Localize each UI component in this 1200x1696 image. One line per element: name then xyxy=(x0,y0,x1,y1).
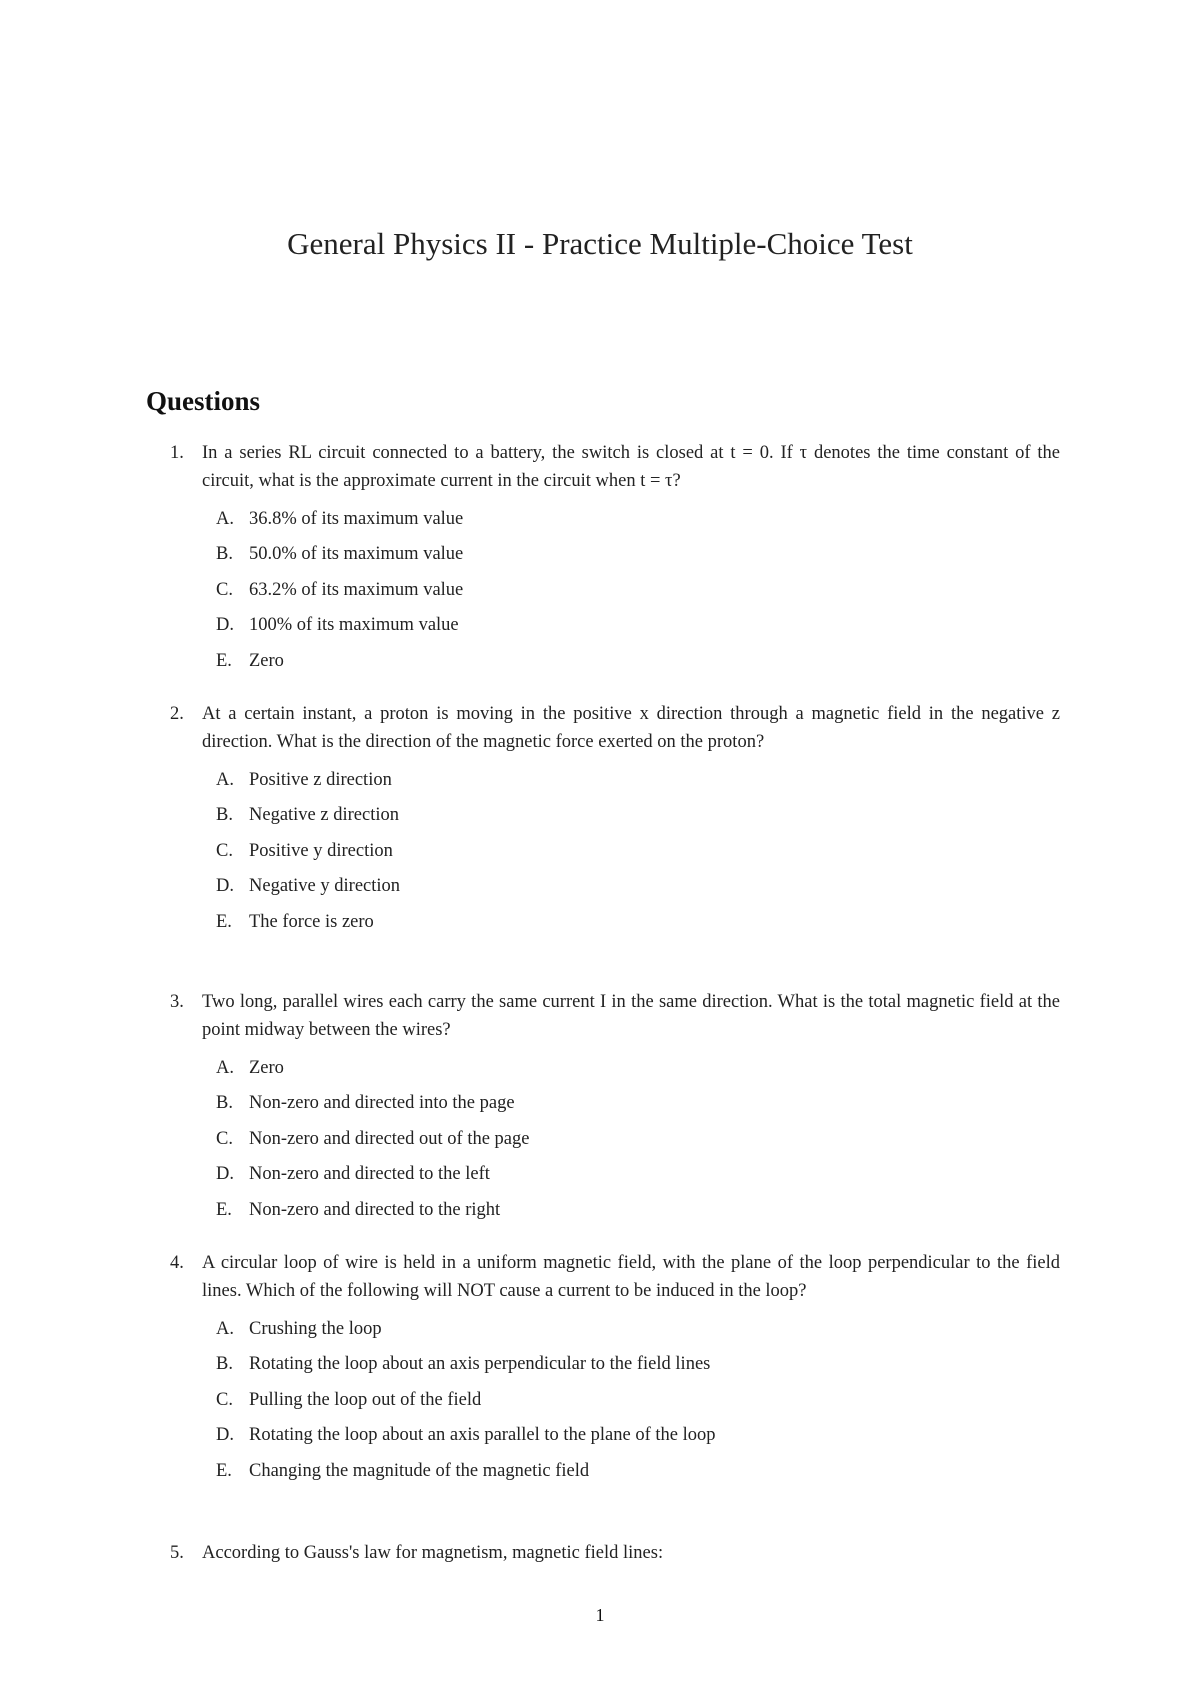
answer-option xyxy=(170,1387,1060,1422)
option-text: Rotating the loop about an axis perpendicular to the field lines xyxy=(249,1354,711,1375)
option-text: Positive z direction xyxy=(249,770,392,790)
question-number: 5. xyxy=(170,1543,184,1563)
option-text: The force is zero xyxy=(249,911,374,932)
answer-option xyxy=(170,1090,1060,1125)
option-text: Non-zero and directed to the right xyxy=(249,1199,501,1220)
option-letter: D. xyxy=(216,876,234,897)
option-text: Zero xyxy=(249,650,284,671)
option-letter: C. xyxy=(216,579,233,600)
option-letter: A. xyxy=(216,770,234,790)
option-letter: B. xyxy=(216,544,233,565)
answer-option xyxy=(170,1458,1060,1493)
question-text: A circular loop of wire is held in a uniform magnetic field, with the plane of the loop perpendicular to the field lines. Which of the following will NOT cause a current to be induced in the loop? xyxy=(202,1253,1060,1301)
option-letter: E. xyxy=(216,650,232,671)
option-text: Rotating the loop about an axis parallel to the plane of the loop xyxy=(249,1425,716,1446)
option-text: Zero xyxy=(249,1058,284,1078)
answer-option xyxy=(170,1161,1060,1196)
document-title: General Physics II - Practice Multiple-Choice Test xyxy=(287,226,913,261)
answer-option xyxy=(170,506,1060,541)
option-letter: A. xyxy=(216,1319,234,1339)
option-letter: A. xyxy=(216,1058,234,1078)
option-letter: E. xyxy=(216,911,232,932)
question-text: Two long, parallel wires each carry the same current I in the same direction. What is the total magnetic field at the point midway between the wires? xyxy=(202,992,1060,1040)
answer-option xyxy=(170,648,1060,683)
answer-options xyxy=(170,1055,1060,1232)
option-letter: B. xyxy=(216,1093,233,1114)
option-letter: B. xyxy=(216,1354,233,1375)
answer-option xyxy=(170,873,1060,908)
question-text: At a certain instant, a proton is moving in the positive x direction through a magnetic field in the negative z direction. What is the direction of the magnetic force exerted on the proton? xyxy=(202,704,1060,752)
answer-option xyxy=(170,541,1060,576)
question-text: According to Gauss's law for magnetism, magnetic field lines: xyxy=(202,1543,664,1563)
option-text: Changing the magnitude of the magnetic field xyxy=(249,1460,590,1481)
option-letter: D. xyxy=(216,1164,234,1185)
answer-option xyxy=(170,838,1060,873)
question-text: In a series RL circuit connected to a battery, the switch is closed at t = 0. If τ denotes the time constant of the circuit, what is the approximate current in the circuit when t = τ? xyxy=(202,443,1060,491)
option-text: 50.0% of its maximum value xyxy=(249,544,464,565)
option-text: Positive y direction xyxy=(249,840,393,861)
question-4 xyxy=(170,1250,1060,1493)
option-letter: D. xyxy=(216,1425,234,1446)
answer-option xyxy=(170,1197,1060,1232)
answer-option xyxy=(170,1316,1060,1351)
question-2 xyxy=(170,701,1060,944)
option-letter: C. xyxy=(216,1128,233,1149)
option-letter: C. xyxy=(216,840,233,861)
question-number: 4. xyxy=(170,1253,184,1273)
section-heading: Questions xyxy=(146,386,261,416)
question-5 xyxy=(170,1540,1060,1568)
answer-options xyxy=(170,1316,1060,1493)
option-text: Pulling the loop out of the field xyxy=(249,1389,482,1410)
answer-option xyxy=(170,802,1060,837)
answer-option xyxy=(170,577,1060,612)
page-number: 1 xyxy=(595,1605,605,1625)
option-text: Negative y direction xyxy=(249,876,401,897)
option-letter: B. xyxy=(216,805,233,826)
answer-option xyxy=(170,1351,1060,1386)
question-number: 3. xyxy=(170,992,184,1012)
question-3 xyxy=(170,989,1060,1232)
answer-option xyxy=(170,612,1060,647)
answer-option xyxy=(170,1055,1060,1090)
option-letter: D. xyxy=(216,615,234,636)
answer-option xyxy=(170,1422,1060,1457)
answer-options xyxy=(170,767,1060,944)
option-text: Negative z direction xyxy=(249,805,399,826)
option-text: 100% of its maximum value xyxy=(249,615,459,636)
answer-option xyxy=(170,909,1060,944)
option-text: Non-zero and directed out of the page xyxy=(249,1128,530,1149)
answer-option xyxy=(170,767,1060,802)
question-1 xyxy=(170,440,1060,683)
answer-option xyxy=(170,1126,1060,1161)
option-letter: C. xyxy=(216,1389,233,1410)
answer-options xyxy=(170,506,1060,683)
option-text: Non-zero and directed into the page xyxy=(249,1093,515,1114)
option-text: 36.8% of its maximum value xyxy=(249,509,464,529)
option-text: Crushing the loop xyxy=(249,1319,382,1339)
option-text: Non-zero and directed to the left xyxy=(249,1164,490,1185)
question-number: 2. xyxy=(170,704,184,724)
option-letter: A. xyxy=(216,509,234,529)
option-letter: E. xyxy=(216,1460,232,1481)
question-number: 1. xyxy=(170,443,184,463)
option-text: 63.2% of its maximum value xyxy=(249,579,464,600)
option-letter: E. xyxy=(216,1199,232,1220)
